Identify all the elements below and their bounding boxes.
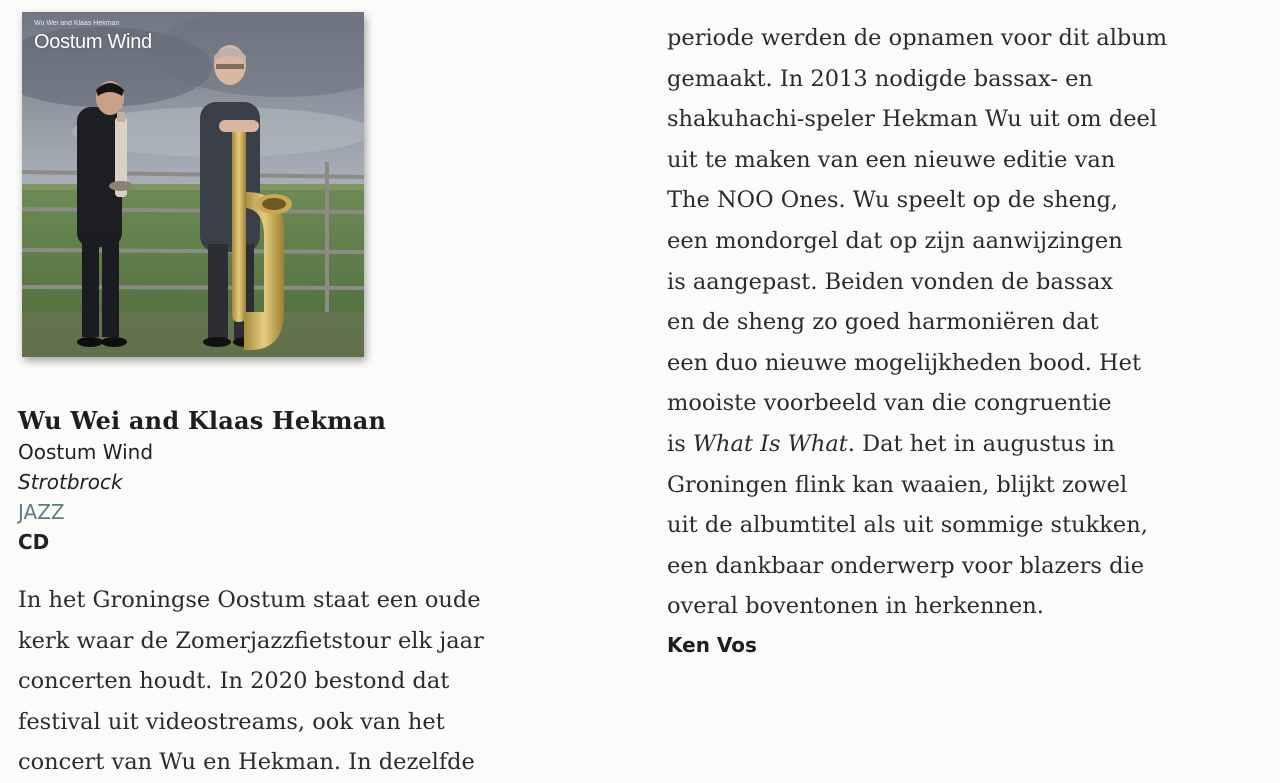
review-author: Ken Vos — [667, 632, 757, 657]
album-cover-photo — [22, 12, 364, 357]
genre-tag: JAZZ — [18, 500, 65, 524]
format-tag: CD — [18, 530, 50, 554]
review-text-left-column — [18, 580, 484, 783]
text-line: een dankbaar onderwerp voor blazers die — [667, 552, 1145, 579]
text-line: festival uit videostreams, ook van het — [18, 708, 445, 735]
record-label: Strotbrock — [18, 470, 123, 494]
cover-artist-text: Wu Wei and Klaas Hekman — [34, 20, 120, 27]
text-line — [667, 424, 1167, 465]
artist-name: Wu Wei and Klaas Hekman — [18, 406, 387, 435]
text-line: gemaakt. In 2013 nodigde bassax- en — [667, 65, 1093, 92]
text-line: concerten houdt. In 2020 bestond dat — [18, 668, 450, 695]
text-line: overal boventonen in herkennen. — [667, 593, 1044, 620]
review-text-right-column — [667, 18, 1167, 661]
text-line: uit te maken van een nieuwe editie van — [667, 146, 1116, 173]
text-line: is aangepast. Beiden vonden de bassax — [667, 268, 1114, 295]
album-info — [18, 405, 578, 557]
text-line: kerk waar de Zomerjazzfietstour elk jaar — [18, 627, 484, 654]
text-line: uit de albumtitel als uit sommige stukken, — [667, 512, 1148, 539]
track-title: What Is What — [692, 430, 848, 457]
text-fragment: is — [667, 430, 693, 457]
text-fragment: . Dat het in augustus in — [847, 430, 1115, 457]
text-line: shakuhachi-speler Hekman Wu uit om deel — [667, 106, 1158, 133]
text-line: In het Groningse Oostum staat een oude — [18, 587, 481, 613]
text-line: Groningen flink kan waaien, blijkt zowel — [667, 471, 1128, 498]
text-line: concert van Wu en Hekman. In dezelfde — [18, 749, 475, 776]
cover-title: Oostum Wind — [34, 31, 152, 53]
album-cover — [22, 12, 364, 357]
text-line: periode werden de opnamen voor dit album — [667, 25, 1168, 51]
text-line: en de sheng zo goed harmoniëren dat — [667, 309, 1099, 336]
text-line: een mondorgel dat op zijn aanwijzingen — [667, 227, 1123, 254]
text-line: mooiste voorbeeld van die congruentie — [667, 390, 1112, 417]
album-title: Oostum Wind — [18, 440, 154, 464]
text-line: een duo nieuwe mogelijkheden bood. Het — [667, 349, 1142, 376]
text-line: The NOO Ones. Wu speelt op de sheng, — [667, 187, 1118, 214]
